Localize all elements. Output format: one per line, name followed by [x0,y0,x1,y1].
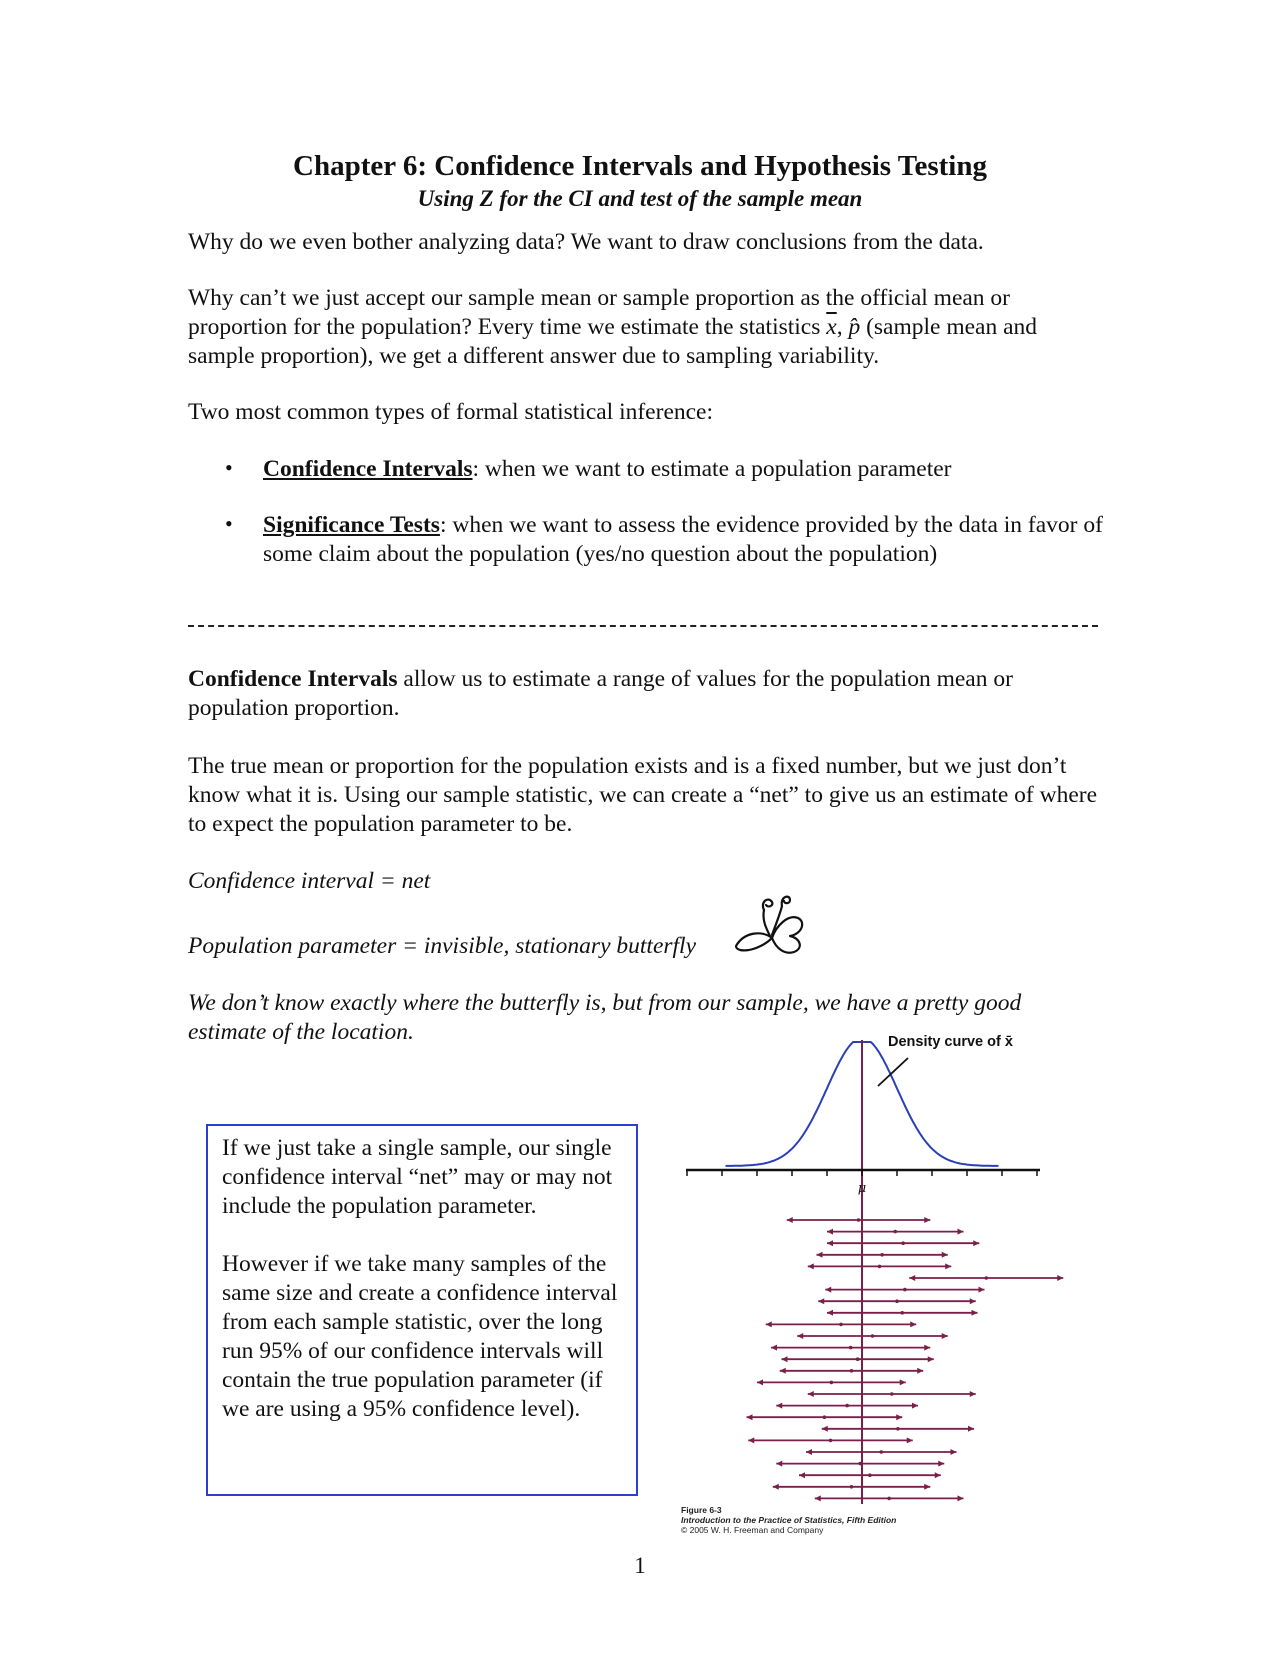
sample-mean-symbol: $\overline{x}$ [826,314,837,340]
interval-arrowhead [917,1368,923,1374]
interval-arrowhead [773,1484,779,1490]
page-number: 1 [634,1553,646,1578]
interval-arrowhead [817,1252,823,1258]
interval-center-point [868,1473,872,1477]
info-box-paragraph-1: If we just take a single sample, our single confidence interval “net” may or may not include the population parameter. [222,1135,613,1219]
interval-arrowhead [896,1414,902,1420]
figure-number: Figure 6-3 [681,1505,722,1515]
interval-arrowhead [797,1333,803,1339]
ci-lead-term: Confidence Intervals [188,666,398,692]
interval-center-point [879,1450,883,1454]
interval-arrowhead [958,1495,964,1501]
interval-arrowhead [757,1379,763,1385]
info-box [206,1124,638,1496]
page-subtitle: Using Z for the CI and test of the sample mean [417,186,863,211]
interval-center-point [856,1357,860,1361]
ci-lead-text: allow us to estimate a range of values for the population mean or population proportion. [188,666,1013,721]
interval-arrowhead [935,1472,941,1478]
interval-arrowhead [909,1275,915,1281]
interval-arrowhead [942,1252,948,1258]
interval-arrowhead [900,1379,906,1385]
interval-arrowhead [782,1356,788,1362]
interval-arrowhead [928,1356,934,1362]
interval-center-point [903,1288,907,1292]
intro-paragraph-2 [188,284,1098,371]
interval-center-point [893,1230,897,1234]
interval-arrowhead [970,1391,976,1397]
interval-arrowhead [968,1426,974,1432]
interval-arrowhead [912,1403,918,1409]
interval-arrowhead [806,1449,812,1455]
interval-arrowhead [776,1461,782,1467]
interval-arrowhead [1057,1275,1063,1281]
bullet-text: : when we want to assess the evidence provided by the data in favor of some claim about the population (yes/no question about the population) [263,512,1103,567]
interval-center-point [829,1439,833,1443]
interval-arrowhead [808,1391,814,1397]
interval-arrowhead [766,1321,772,1327]
page-title: Chapter 6: Confidence Intervals and Hypothesis Testing [293,150,987,182]
interval-center-point [845,1404,849,1408]
definition-butterfly: Population parameter = invisible, stationary butterfly [188,933,697,959]
interval-arrowhead [825,1287,831,1293]
interval-arrowhead [924,1484,930,1490]
intro-paragraph-2-start: Why can’t we just accept our sample mean or sample proportion as the official mean or proportion for the population? Every time we estimate the statistics [188,285,1011,340]
interval-arrowhead [942,1333,948,1339]
interval-arrowhead [780,1368,786,1374]
figure-copyright: © 2005 W. H. Freeman and Company [681,1525,824,1535]
interval-arrowhead [951,1449,957,1455]
interval-arrowhead [958,1229,964,1235]
interval-arrowhead [771,1345,777,1351]
interval-center-point [900,1311,904,1315]
interval-arrowhead [973,1240,979,1246]
bullet-significance-tests [263,511,1103,569]
interval-arrowhead [827,1310,833,1316]
sample-proportion-symbol: p̂ [848,314,861,340]
intro-paragraph-1: Why do we even bother analyzing data? We want to draw conclusions from the data. [188,229,984,255]
mu-label: μ [857,1181,867,1196]
definition-net: Confidence interval = net [188,868,431,894]
interval-center-point [839,1323,843,1327]
intro-paragraph-3: Two most common types of formal statistical inference: [188,399,714,425]
interval-arrowhead [827,1229,833,1235]
bullet-term: Confidence Intervals [263,456,473,482]
interval-arrowhead [827,1240,833,1246]
interval-arrowhead [924,1217,930,1223]
interval-arrowhead [945,1263,951,1269]
interval-center-point [896,1427,900,1431]
interval-arrowhead [822,1426,828,1432]
interval-arrowhead [938,1461,944,1467]
confidence-interval-figure [670,1024,1090,1504]
interval-center-point [890,1392,894,1396]
interval-center-point [901,1241,905,1245]
interval-arrowhead [747,1414,753,1420]
figure-caption [681,1505,896,1535]
interval-center-point [984,1276,988,1280]
interval-arrowhead [924,1345,930,1351]
interval-center-point [871,1334,875,1338]
interval-arrowhead [970,1298,976,1304]
interval-center-point [887,1497,891,1501]
interval-arrowhead [972,1310,978,1316]
interval-center-point [850,1485,854,1489]
interval-center-point [880,1253,884,1257]
interval-arrowhead [748,1437,754,1443]
interval-center-point [858,1462,862,1466]
interval-center-point [878,1265,882,1269]
figure-source: Introduction to the Practice of Statistics, Fifth Edition [681,1515,897,1525]
interval-arrowhead [787,1217,793,1223]
interval-arrowhead [979,1287,985,1293]
bullet-icon: • [225,455,233,480]
interval-arrowhead [815,1495,821,1501]
interval-group [747,1217,1064,1501]
interval-center-point [895,1299,899,1303]
interval-arrowhead [907,1437,913,1443]
interval-center-point [857,1218,861,1222]
interval-center-point [849,1346,853,1350]
interval-arrowhead [818,1298,824,1304]
interval-center-point [830,1381,834,1385]
butterfly-icon [732,888,806,958]
interval-arrowhead [799,1472,805,1478]
bullet-confidence-intervals [263,455,1103,484]
symbol-separator: , [836,314,849,340]
ci-paragraph-2: The true mean or proportion for the population exists and is a fixed number, but we just don’t know what it is. Using our sample statistic, we can create a “net” to give us an estimate of where to expect the population parameter to be. [188,753,1098,837]
bullet-icon: • [225,511,233,536]
interval-center-point [823,1415,827,1419]
ci-paragraph-1 [188,665,1098,723]
section-divider [188,625,1098,627]
interval-arrowhead [910,1321,916,1327]
density-curve-label: Density curve of x̄ [888,1034,1013,1050]
bullet-term: Significance Tests [263,512,440,538]
definition-location: We don’t know exactly where the butterfly is, but from our sample, we have a pretty good estimate of the location. [188,990,1022,1045]
interval-arrowhead [776,1403,782,1409]
info-box-paragraph-2: However if we take many samples of the same size and create a confidence interval from each sample statistic, over the long run 95% of our confidence intervals will contain the true population parameter (if we are using a 95% confidence level). [222,1251,618,1422]
bullet-text: : when we want to estimate a population parameter [472,456,952,482]
intro-paragraph-2-end: (sample mean and sample proportion), we get a different answer due to sampling variability. [188,314,1038,369]
interval-center-point [850,1369,854,1373]
interval-arrowhead [808,1263,814,1269]
